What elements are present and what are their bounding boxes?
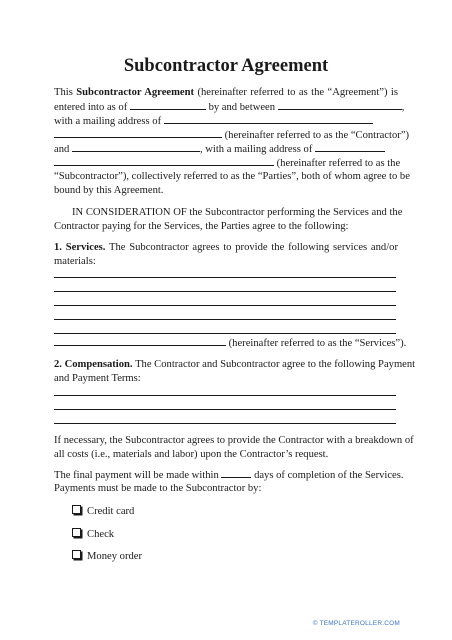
intro-text: (hereinafter referred to as the “Contractor”) <box>224 130 410 141</box>
footer-watermark: © TEMPLATEROLLER.COM <box>312 620 400 627</box>
services-blank-line-2[interactable] <box>54 291 396 292</box>
subcontractor-name-blank[interactable] <box>72 142 200 152</box>
intro-text: , with a mailing address of <box>199 144 313 155</box>
final-payment-text: The final payment will be made within <box>54 470 219 481</box>
breakdown-line-1: If necessary, the Subcontractor agrees to provide the Contractor with a breakdown of <box>54 435 414 446</box>
services-line-1 <box>54 241 398 255</box>
final-payment-line-1 <box>54 468 404 483</box>
intro-text: (hereinafter referred to as the “Agreement”) is <box>197 87 398 98</box>
checkbox-icon[interactable] <box>72 528 81 537</box>
payment-option-label: Money order <box>87 551 143 562</box>
compensation-line-1 <box>54 358 416 372</box>
payment-option-check[interactable] <box>72 528 114 542</box>
services-blank-line-3[interactable] <box>54 305 396 306</box>
compensation-blank-line-2[interactable] <box>54 409 396 410</box>
intro-line-5 <box>54 142 398 157</box>
intro-text: , <box>401 102 405 113</box>
intro-line-1 <box>54 86 398 100</box>
agreement-name: Subcontractor Agreement <box>76 87 195 98</box>
compensation-heading: 2. Compensation. <box>54 359 133 370</box>
services-blank-line-4[interactable] <box>54 319 396 320</box>
contractor-address-blank[interactable] <box>164 114 373 124</box>
consideration-line-1: IN CONSIDERATION OF the Subcontractor performing the Services and the <box>72 207 403 218</box>
intro-line-2 <box>54 100 405 115</box>
intro-text: with a mailing address of <box>54 116 162 127</box>
services-heading: 1. Services. <box>54 242 106 253</box>
intro-line-8: bound by this Agreement. <box>54 185 164 196</box>
contractor-name-blank[interactable] <box>278 100 402 110</box>
final-payment-line-2: Payments must be made to the Subcontractor by: <box>54 483 262 494</box>
intro-line-3 <box>54 114 398 129</box>
services-blank-line-5[interactable] <box>54 333 396 334</box>
days-blank[interactable] <box>221 468 251 478</box>
services-blank-line-6[interactable] <box>54 336 226 346</box>
intro-line-7: “Subcontractor”), collectively referred to as the “Parties”, both of whom agree to be <box>54 171 410 182</box>
breakdown-line-2: all costs (i.e., materials and labor) upon the Contractor’s request. <box>54 449 329 460</box>
services-text: The Subcontractor agrees to provide the following services and/or <box>109 242 398 253</box>
services-blank-line-1[interactable] <box>54 277 396 278</box>
intro-text: entered into as of <box>54 102 128 113</box>
compensation-blank-line-1[interactable] <box>54 395 396 396</box>
subcontractor-address-blank[interactable] <box>315 142 385 152</box>
intro-line-6 <box>54 156 401 171</box>
final-payment-text: days of completion of the Services. <box>254 470 404 481</box>
intro-text: (hereinafter referred to as the <box>276 158 401 169</box>
payment-option-label: Check <box>87 529 115 540</box>
intro-text: by and between <box>208 102 276 113</box>
checkbox-icon[interactable] <box>72 505 81 514</box>
contractor-address-blank-2[interactable] <box>54 128 222 138</box>
checkbox-icon[interactable] <box>72 550 81 559</box>
date-blank[interactable] <box>130 100 206 110</box>
subcontractor-address-blank-2[interactable] <box>54 156 274 166</box>
services-line-tail <box>54 336 407 351</box>
document-title: Subcontractor Agreement <box>123 56 329 76</box>
payment-option-label: Credit card <box>87 506 135 517</box>
payment-option-credit-card[interactable] <box>72 505 134 519</box>
intro-text: and <box>54 144 70 155</box>
consideration-line-2: Contractor paying for the Services, the Parties agree to the following: <box>54 221 349 232</box>
compensation-blank-line-3[interactable] <box>54 423 396 424</box>
intro-text: This <box>54 87 73 98</box>
payment-option-money-order[interactable] <box>72 550 142 564</box>
intro-line-4 <box>54 128 410 143</box>
compensation-text: The Contractor and Subcontractor agree to the following Payment <box>135 359 416 370</box>
compensation-line-2: and Payment Terms: <box>54 373 141 384</box>
services-line-2: materials: <box>54 256 96 267</box>
services-tail-text: (hereinafter referred to as the “Services”). <box>228 338 407 349</box>
